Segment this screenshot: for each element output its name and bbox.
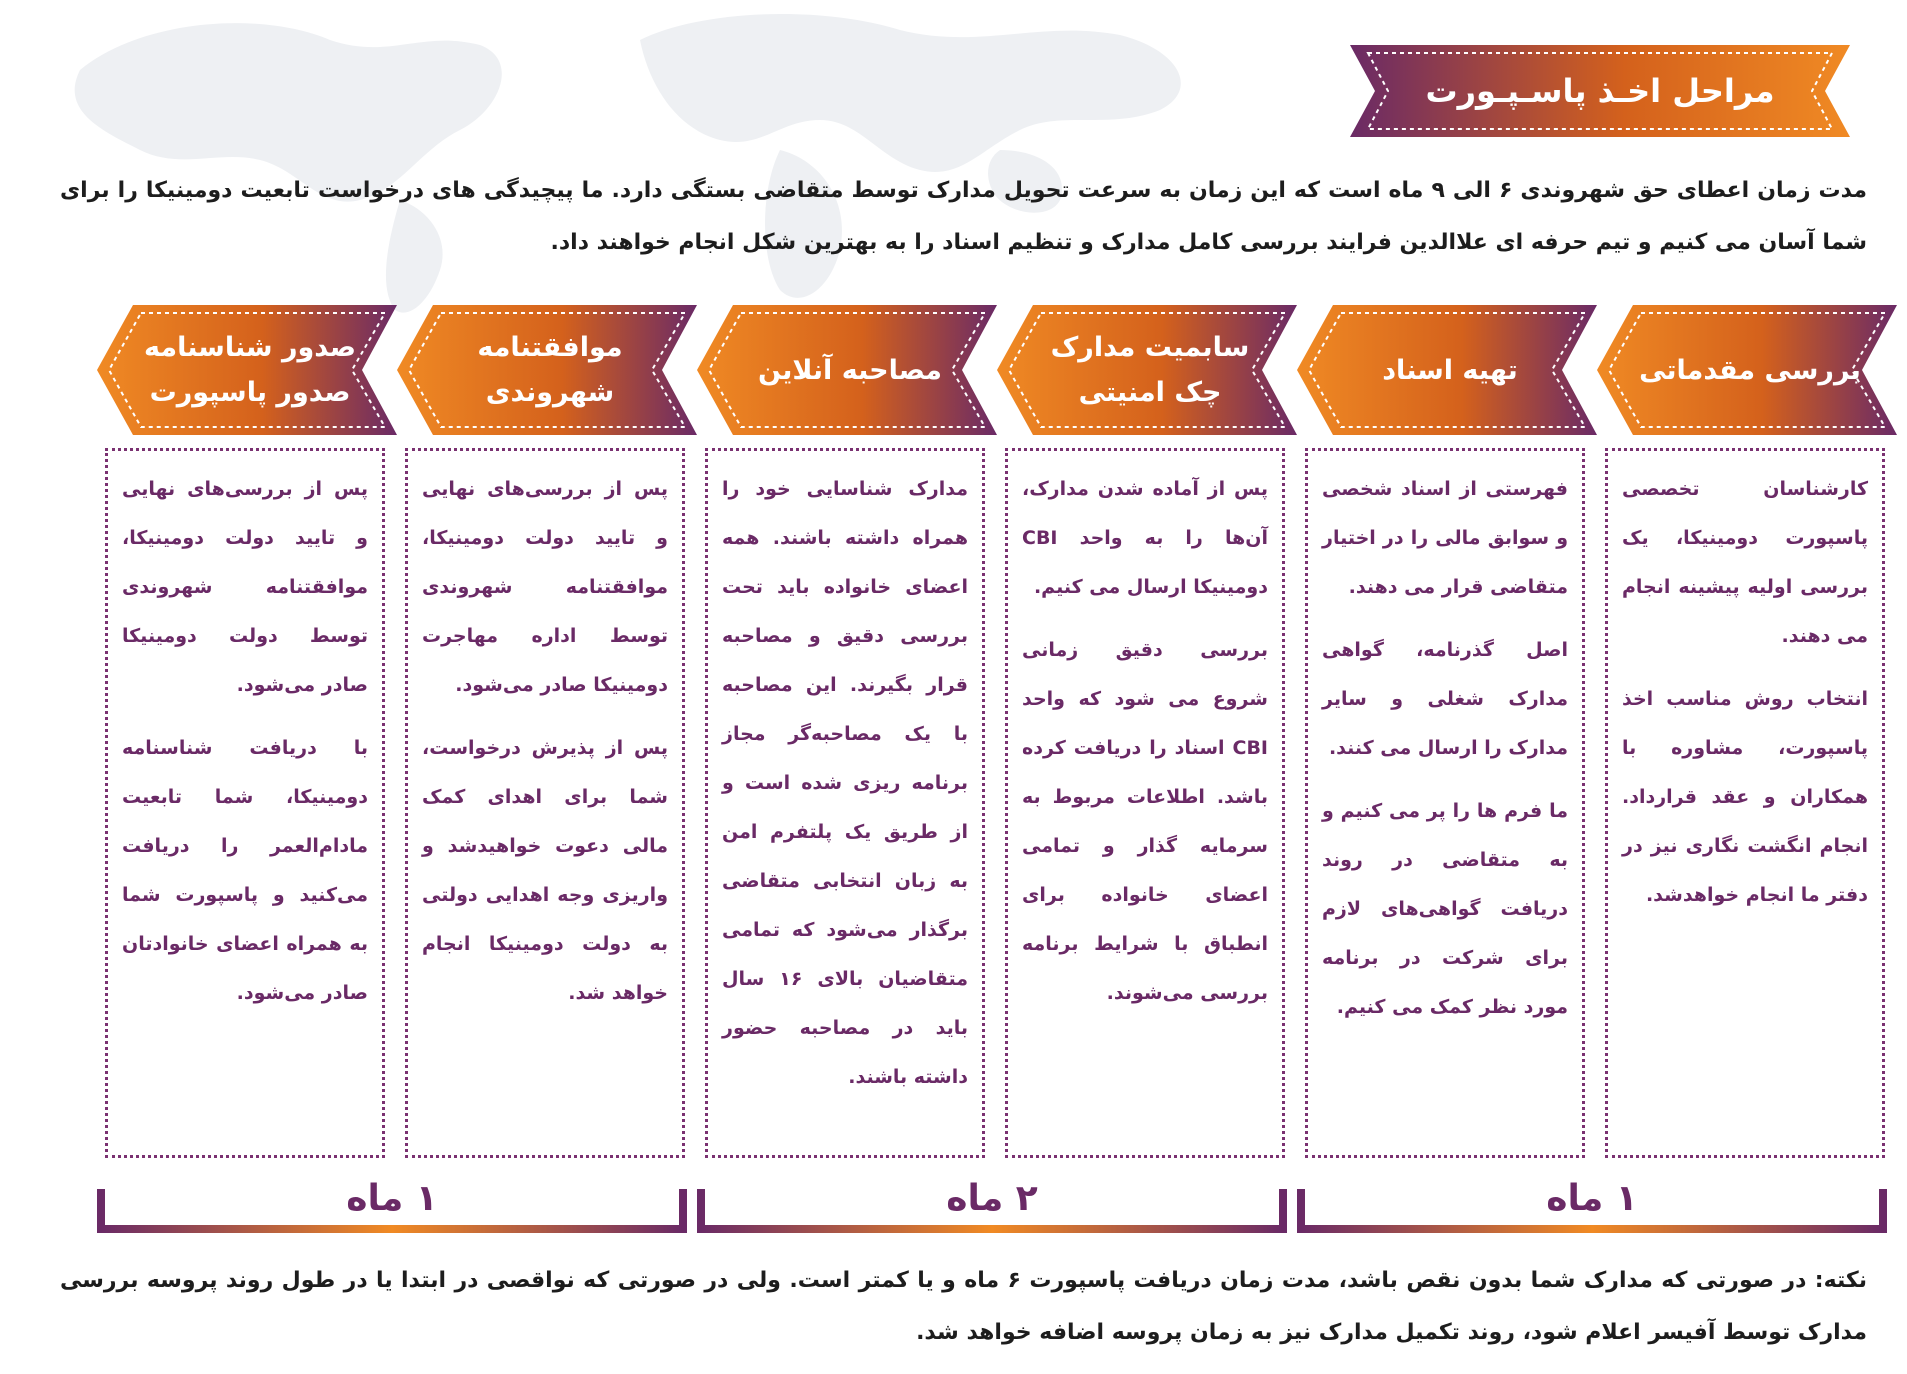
duration-label: ۱ ماه bbox=[346, 1178, 438, 1219]
stage-body bbox=[1605, 448, 1885, 1158]
stage-paragraph: پس از بررسی‌های نهایی و تایید دولت دومینیکا، موافقتنامه شهروندی توسط اداره مهاجرت دومینیکا صادر می‌شود. bbox=[422, 478, 668, 696]
duration-bracket bbox=[1297, 1175, 1887, 1235]
stage-title: مصاحبه آنلاین bbox=[757, 354, 943, 386]
duration-label: ۲ ماه bbox=[946, 1178, 1038, 1219]
stage-column bbox=[997, 305, 1297, 1165]
stage-paragraph: اصل گذرنامه، گواهی مدارک شغلی و سایر مدارک را ارسال می کنند. bbox=[1322, 639, 1568, 759]
stage-paragraph: پس از پذیرش درخواست، شما برای اهدای کمک مالی دعوت خواهیدشد و واریزی وجه اهدایی دولتی به دولت دومینیکا انجام خواهد شد. bbox=[422, 737, 668, 1004]
stage-paragraph: فهرستی از اسناد شخصی و سوابق مالی را در اختیار متقاضی قرار می دهند. bbox=[1322, 478, 1568, 598]
stage-body bbox=[105, 448, 385, 1158]
duration-bracket bbox=[697, 1175, 1287, 1235]
stage-body bbox=[1305, 448, 1585, 1158]
stage-body bbox=[1005, 448, 1285, 1158]
stage-paragraph: پس از آماده شدن مدارک، آن‌ها را به واحد CBI دومینیکا ارسال می کنیم. bbox=[1022, 478, 1268, 598]
stage-paragraph: پس از بررسی‌های نهایی و تایید دولت دومینیکا، موافقتنامه شهروندی توسط دولت دومینیکا صادر می‌شود. bbox=[122, 478, 368, 696]
stage-header bbox=[1597, 305, 1897, 435]
page-title: مراحل اخـذ پاسـپـورت bbox=[1425, 72, 1775, 110]
stage-title: موافقتنامه شهروندی bbox=[477, 332, 623, 408]
duration-bracket bbox=[97, 1175, 687, 1235]
stage-title: تهیه اسناد bbox=[1382, 354, 1518, 386]
stage-column bbox=[1597, 305, 1897, 1165]
footnote-text: نکته: در صورتی که مدارک شما بدون نقص باشد، مدت زمان دریافت پاسپورت ۶ ماه و یا کمتر است. ولی در صورتی که نواقصی در ابتدا یا در طول روند پروسه بررسی مدارک توسط آفیسر اعلام شود، روند تکمیل مدارک نیز به زمان پروسه اضافه خواهد شد. bbox=[60, 1268, 1867, 1345]
stage-title: بررسی مقدماتی bbox=[1639, 354, 1861, 386]
stage-column bbox=[697, 305, 997, 1165]
stage-header bbox=[97, 305, 397, 435]
stage-paragraph: انتخاب روش مناسب اخذ پاسپورت، مشاوره با همکاران و عقد قرارداد. انجام انگشت نگاری نیز در دفتر ما انجام خواهدشد. bbox=[1622, 688, 1868, 906]
stage-title: سابمیت مدارک چک امنیتی bbox=[1050, 332, 1250, 408]
stage-paragraph: ما فرم ها را پر می کنیم و به متقاضی در روند دریافت گواهی‌های لازم برای شرکت در برنامه مورد نظر کمک می کنیم. bbox=[1322, 800, 1568, 1018]
stage-body bbox=[705, 448, 985, 1158]
stage-paragraph: با دریافت شناسنامه دومینیکا، شما تابعیت مادام‌العمر را دریافت می‌کنید و پاسپورت شما به همراه اعضای خانوادتان صادر می‌شود. bbox=[122, 737, 368, 1004]
stage-header bbox=[697, 305, 997, 435]
stage-column bbox=[397, 305, 697, 1165]
stage-header bbox=[1297, 305, 1597, 435]
stage-paragraph: کارشناسان تخصصی پاسپورت دومینیکا، یک بررسی اولیه پیشینه انجام می دهند. bbox=[1622, 478, 1868, 647]
stage-body bbox=[405, 448, 685, 1158]
intro-text: مدت زمان اعطای حق شهروندی ۶ الی ۹ ماه است که این زمان به سرعت تحویل مدارک توسط متقاضی بستگی دارد. ما پیچیدگی های درخواست تابعیت دومینیکا را برای شما آسان می کنیم و تیم حرفه ای علاالدین فرایند بررسی کامل مدارک و تنظیم اسناد را به بهترین شکل انجام خواهند داد. bbox=[60, 178, 1867, 255]
stage-header bbox=[997, 305, 1297, 435]
stage-column bbox=[1297, 305, 1597, 1165]
duration-label: ۱ ماه bbox=[1546, 1178, 1638, 1219]
stage-paragraph: مدارک شناسایی خود را همراه داشته باشند. همه اعضای خانواده باید تحت بررسی دقیق و مصاحبه قرار بگیرند. این مصاحبه با یک مصاحبه‌گر مجاز برنامه ریزی شده است و از طریق یک پلتفرم امن به زبان انتخابی متقاضی برگذار می‌شود که تمامی متقاضیان بالای ۱۶ سال باید در مصاحبه حضور داشته باشند. bbox=[722, 478, 969, 1088]
stage-title: صدور شناسنامه صدور پاسپورت bbox=[144, 332, 356, 408]
title-banner bbox=[1350, 45, 1850, 137]
stage-header bbox=[397, 305, 697, 435]
stage-paragraph: بررسی دقیق زمانی شروع می شود که واحد CBI اسناد را دریافت کرده باشد. اطلاعات مربوط به سرمایه گذار و تمامی اعضای خانواده برای انطباق با شرایط برنامه بررسی می‌شوند. bbox=[1022, 639, 1268, 1004]
stage-column bbox=[97, 305, 397, 1165]
